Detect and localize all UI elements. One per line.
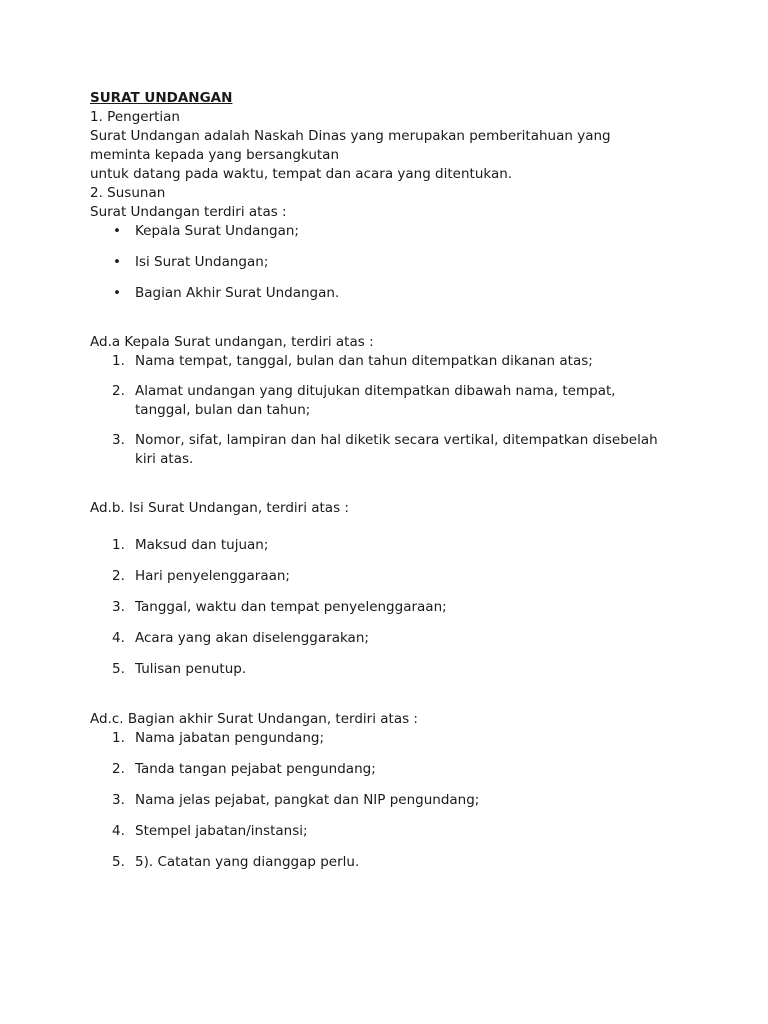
list-item-text: Tanggal, waktu dan tempat penyelenggaraan;	[135, 599, 447, 615]
list-item-number: 1.	[112, 353, 125, 369]
list-item-number: 3.	[112, 792, 125, 808]
list-item-text: Nama tempat, tanggal, bulan dan tahun ditempatkan dikanan atas;	[135, 353, 593, 369]
list-item-text: Acara yang akan diselenggarakan;	[135, 630, 369, 646]
list-item-text: Hari penyelenggaraan;	[135, 568, 290, 584]
list-item-text-continued: tanggal, bulan dan tahun;	[135, 402, 311, 418]
adc-numbered-list	[90, 729, 710, 872]
list-item-number: 2.	[112, 761, 125, 777]
list-item-text: 5). Catatan yang dianggap perlu.	[135, 854, 360, 870]
list-item	[90, 598, 710, 617]
list-item-number: 4.	[112, 823, 125, 839]
list-item-text: Nomor, sifat, lampiran dan hal diketik secara vertikal, ditempatkan disebelah	[135, 432, 658, 448]
list-item	[90, 431, 710, 469]
list-item	[90, 760, 710, 779]
list-item-text: Alamat undangan yang ditujukan ditempatkan dibawah nama, tempat,	[135, 383, 616, 399]
list-item	[90, 567, 710, 586]
list-item-text-continued: kiri atas.	[135, 451, 194, 467]
bullet-item-text: Kepala Surat Undangan;	[135, 223, 299, 239]
bullet-item	[90, 222, 710, 241]
list-item	[90, 629, 710, 648]
list-item	[90, 352, 710, 371]
list-item	[90, 660, 710, 679]
susunan-bullet-list	[90, 222, 710, 303]
list-item	[90, 729, 710, 748]
list-item	[90, 791, 710, 810]
list-item-text: Nama jelas pejabat, pangkat dan NIP pengundang;	[135, 792, 480, 808]
section-adb-heading: Ad.b. Isi Surat Undangan, terdiri atas :	[90, 500, 349, 516]
list-item-number: 1.	[112, 730, 125, 746]
list-item-number: 4.	[112, 630, 125, 646]
list-item-number: 2.	[112, 383, 125, 399]
bullet-item-text: Bagian Akhir Surat Undangan.	[135, 285, 340, 301]
section-susunan-heading: 2. Susunan	[90, 185, 166, 201]
list-item-text: Stempel jabatan/instansi;	[135, 823, 308, 839]
list-item-number: 3.	[112, 432, 125, 448]
list-item-text: Tanda tangan pejabat pengundang;	[135, 761, 376, 777]
bullet-item-text: Isi Surat Undangan;	[135, 254, 269, 270]
list-item-number: 1.	[112, 537, 125, 553]
list-item	[90, 382, 710, 420]
ada-numbered-list	[90, 352, 710, 469]
list-item-number: 3.	[112, 599, 125, 615]
list-item-text: Nama jabatan pengundang;	[135, 730, 324, 746]
list-item	[90, 536, 710, 555]
list-item-number: 5.	[112, 661, 125, 677]
pengertian-line-3: untuk datang pada waktu, tempat dan acara yang ditentukan.	[90, 166, 513, 182]
document-title: SURAT UNDANGAN	[90, 90, 233, 106]
pengertian-line-2: meminta kepada yang bersangkutan	[90, 147, 340, 163]
list-item	[90, 822, 710, 841]
section-adc-heading: Ad.c. Bagian akhir Surat Undangan, terdiri atas :	[90, 711, 418, 727]
pengertian-line-1: Surat Undangan adalah Naskah Dinas yang merupakan pemberitahuan yang	[90, 128, 611, 144]
document-page	[90, 89, 710, 872]
bullet-item	[90, 284, 710, 303]
list-item-text: Tulisan penutup.	[135, 661, 247, 677]
list-item-number: 2.	[112, 568, 125, 584]
list-item-number: 5.	[112, 854, 125, 870]
adb-numbered-list	[90, 536, 710, 679]
section-ada-heading: Ad.a Kepala Surat undangan, terdiri atas :	[90, 334, 374, 350]
section-pengertian-heading: 1. Pengertian	[90, 109, 180, 125]
list-item-text: Maksud dan tujuan;	[135, 537, 269, 553]
susunan-intro: Surat Undangan terdiri atas :	[90, 204, 287, 220]
list-item	[90, 853, 710, 872]
bullet-item	[90, 253, 710, 272]
